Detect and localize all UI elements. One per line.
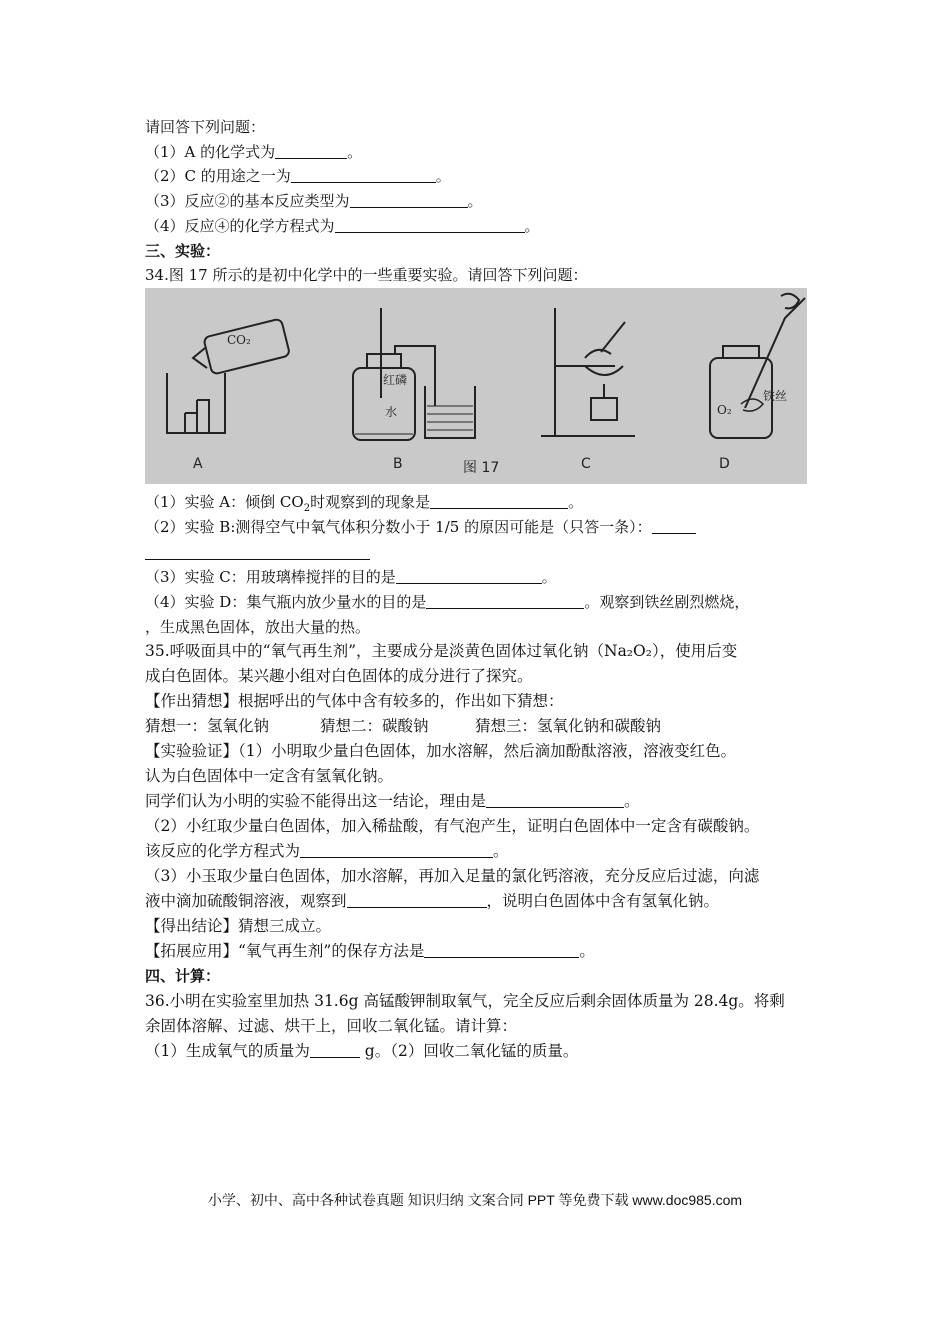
co2-label: CO₂ [227,333,251,347]
q33-part2-end: 。 [435,167,451,185]
q34-part2 [145,516,696,538]
water-label: 水 [385,405,398,419]
q35-observe-text-b: ，说明白色固体中含有氢氧化钠。 [486,892,720,910]
answer-blank[interactable] [300,842,493,858]
q35-reason [145,790,640,812]
answer-blank[interactable] [145,544,370,560]
q35-hypothesis-3: 猜想三：氢氧化钠和碳酸钠 [475,717,662,735]
q33-part4 [145,215,540,237]
section-4-title: 四、计算： [145,967,221,985]
q35-hypothesis-intro: 【作出猜想】根据呼出的气体中含有较多的，作出如下猜想： [145,692,564,710]
answer-blank[interactable] [424,942,579,958]
answer-blank[interactable] [486,792,624,808]
answer-blank[interactable] [275,143,347,159]
q34-part4-end: 。观察到铁丝剧烈燃烧， [584,593,750,611]
q36-line3-text-b: g。（2）回收二氧化锰的质量。 [359,1042,579,1060]
q35-line2: 成白色固体。某兴趣小组对白色固体的成分进行了探究。 [145,667,533,685]
q34-part1-end: 。 [568,493,584,511]
q35-hypothesis-1: 猜想一：氢氧化钠 [145,717,270,735]
section-3-title: 三、实验： [145,242,221,260]
q35-reason-text: 同学们认为小明的实验不能得出这一结论，理由是 [145,792,487,810]
answer-blank[interactable] [430,493,568,509]
q35-verify-2: （2）小红取少量白色固体，加入稀盐酸，有气泡产生，证明白色固体中一定含有碳酸钠。 [145,817,760,835]
red-phosphorus-label: 红磷 [383,373,408,387]
q34-part3 [145,566,557,588]
q35-application-end: 。 [579,942,595,960]
q33-part1 [145,141,362,163]
q34-part4-cont: ，生成黑色固体，放出大量的热。 [145,618,371,636]
answer-blank[interactable] [291,167,436,183]
q33-part3-text: （3）反应②的基本反应类型为 [145,192,350,210]
q35-application [145,940,595,962]
q35-equation-end: 。 [493,842,509,860]
experiment-illustration [145,288,807,484]
q36-line2: 余固体溶解、过滤、烘干上，回收二氧化锰。请计算： [145,1017,518,1035]
q34-part4-text: （4）实验 D：集气瓶内放少量水的目的是 [145,593,427,611]
q35-verify-3: （3）小玉取少量白色固体，加水溶解，再加入足量的氯化钙溶液，充分反应后过滤，向滤 [145,867,760,885]
subscript: 2 [303,503,311,514]
q33-part3-end: 。 [467,192,483,210]
answer-blank[interactable] [335,217,525,233]
figure-17-experiments [145,288,807,484]
label-d: D [719,456,730,472]
figure-caption: 图 17 [463,460,500,476]
q35-application-text: 【拓展应用】“氧气再生剂”的保存方法是 [145,942,425,960]
q35-equation-text: 该反应的化学方程式为 [145,842,301,860]
q33-part1-end: 。 [347,143,363,161]
q34-stem: 34.图 17 所示的是初中化学中的一些重要实验。请回答下列问题： [145,266,588,284]
q35-verify-1b: 认为白色固体中一定含有氢氧化钠。 [145,767,394,785]
q33-part3 [145,190,483,212]
q36-line3 [145,1040,578,1062]
q33-part2 [145,165,451,187]
answer-blank[interactable] [652,518,696,534]
q35-equation [145,840,509,862]
q34-part2-text: （2）实验 B:测得空气中氧气体积分数小于 1/5 的原因可能是（只答一条）： [145,518,652,536]
q36-line3-text-a: （1）生成氧气的质量为 [145,1042,310,1060]
q34-part3-end: 。 [541,568,557,586]
o2-label: O₂ [717,403,732,417]
q33-part2-text: （2）C 的用途之一为 [145,167,291,185]
label-c: C [581,456,591,472]
q35-conclusion: 【得出结论】猜想三成立。 [145,917,332,935]
page-footer: 小学、初中、高中各种试卷真题 知识归纳 文案合同 PPT 等免费下载 www.doc985.com [207,1192,743,1208]
q35-observe-text-a: 液中滴加硫酸铜溶液，观察到 [145,892,347,910]
answer-blank[interactable] [310,1042,360,1058]
q34-part3-text: （3）实验 C：用玻璃棒搅拌的目的是 [145,568,396,586]
answer-blank[interactable] [396,568,542,584]
answer-blank[interactable] [350,192,468,208]
q35-reason-end: 。 [624,792,640,810]
q33-part1-text: （1）A 的化学式为 [145,143,276,161]
label-a: A [193,456,203,472]
q34-part1-text-b: 时观察到的现象是 [310,493,431,511]
q33-part4-end: 。 [524,217,540,235]
answer-blank[interactable] [426,593,584,609]
q34-part4 [145,591,749,613]
q34-part2-line [145,542,370,564]
q35-hypothesis-2: 猜想二：碳酸钠 [320,717,429,735]
q35-verify-1: 【实验验证】（1）小明取少量白色固体，加水溶解，然后滴加酚酞溶液，溶液变红色。 [145,742,737,760]
answer-blank[interactable] [347,892,487,908]
q35-line1: 35.呼吸面具中的“氧气再生剂”，主要成分是淡黄色固体过氧化钠（Na₂O₂），使用后变 [145,642,738,660]
q35-observe [145,890,719,912]
q33-part4-text: （4）反应④的化学方程式为 [145,217,335,235]
q33-intro: 请回答下列问题： [145,118,266,136]
q34-part1-text-a: （1）实验 A：倾倒 CO [145,493,304,511]
label-b: B [393,456,403,472]
iron-wire-label: 铁丝 [763,389,788,403]
q36-line1: 36.小明在实验室里加热 31.6g 高锰酸钾制取氧气，完全反应后剩余固体质量为 28.4g。将剩 [145,992,785,1010]
